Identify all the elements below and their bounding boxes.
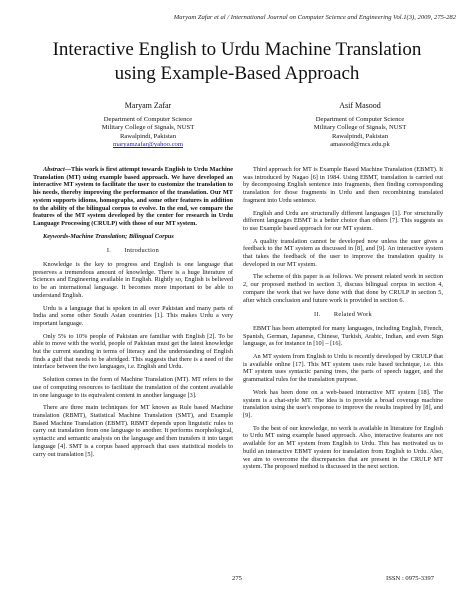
right-column xyxy=(243,166,443,476)
paragraph: Third approach for MT is Example Based Machine Translation (EBMT). It was introduced by Nagao [6] in 1984. Using EBMT, translation is carried out by decomposing English sentence into fragments, then finding corresponding translation for those fragments in Urdu and then recombining translated fragment into Urdu sentence. xyxy=(243,166,443,204)
paragraph: English and Urdu are structurally different languages [1]. For structurally different languages EBMT is a better choice than others [7]. This suggests us to use Example based approach for our MT system. xyxy=(243,209,443,232)
paragraph: Solution comes in the form of Machine Translation (MT). MT refers to the use of computing resources to facilitate the translation of the content available in one language to its equivalent content in another language [3]. xyxy=(33,376,233,399)
author-org: Military College of Signals, NUST xyxy=(313,124,407,132)
author-name: Maryam Zafar xyxy=(124,101,172,110)
paragraph: EBMT has been attempted for many languages, including English, French, Spanish, German, Japanese, Chinese, Turkish, Arabic, Indian, and even Sign language, as for instance in [10] – [16]. xyxy=(243,324,443,348)
author-dept: Department of Computer Science xyxy=(315,115,405,123)
author-dept: Department of Computer Science xyxy=(103,115,193,123)
author-email: amasood@mcs.edu.pk xyxy=(330,141,390,149)
paragraph: Only 5% to 10% people of Pakistan are familiar with English [2]. To be able to move with the world, people of Pakistan must get the latest knowledge but the current standing in terms of literacy and the understanding of English finds a gulf that needs to be abridged. This suggests that there is a need of the interface between the two languages, i.e. English and Urdu. xyxy=(33,332,233,371)
title-line-1: Interactive English to Urdu Machine Translation xyxy=(52,39,422,60)
running-head: Maryam Zafar et al / International Journal on Computer Science and Engineering Vol.1(3), 2009, 275-282 xyxy=(173,14,456,21)
author-block-1 xyxy=(48,102,248,150)
paragraph: Knowledge is the key to progress and English is one language that preserves a tremendous amount of knowledge. There is a huge literature of Sciences and Engineering available in English. Rightly so, English is believed to be an international language. It becomes more important to be able to understand English. xyxy=(33,261,233,299)
keywords: Keywords-Machine Translation; Bilingual Corpus xyxy=(43,232,174,240)
paragraph: Urdu is a language that is spoken in all over Pakistan and many parts of India and some other South Asian countries [1]. This makes Urdu a very important language. xyxy=(33,304,233,327)
author-org: Military College of Signals, NUST xyxy=(101,124,195,132)
author-email-link[interactable]: maryamzafar@yahoo.com xyxy=(113,141,183,149)
section-heading-related-work: II. Related Work xyxy=(314,311,372,319)
issn: ISSN : 0975-3397 xyxy=(386,575,434,582)
abstract-text: —This work is first attempt towards English to Urdu Machine Translation (MT) using example based approach. We have developed an interactive MT system to facilitate the user to customize the translation to his needs, thereby improving the performance of the translation. Our MT system supports idioms, homographs, and some other features in addition to the ability of the bilingual corpus to evolve. In the end, we compare the features of the MT system developed by the center for research in Urdu Language Processing (CRULP) with those of our MT system. xyxy=(33,166,233,227)
paragraph: The scheme of this paper is as follows. We present related work in section 2, our proposed method in section 3, discuss bilingual corpus in section 4, compare the work that we have done with that done by CRULP in section 5, after which conclusion and future work is provided in section 6. xyxy=(243,273,443,304)
page-number: 275 xyxy=(232,575,242,582)
paragraph: An MT system from English to Urdu is recently developed by CRULP that is available online [17]. This MT system uses rule based technique, i.e. this MT system uses syntactic parsing trees, the parts of speech tagger, and the grammatical rules for the translation purpose. xyxy=(243,353,443,384)
author-name: Asif Masood xyxy=(339,101,381,110)
author-city: Rawalpindi, Pakistan xyxy=(331,132,389,140)
left-column xyxy=(33,166,233,463)
author-city: Rawalpindi, Pakistan xyxy=(119,132,177,140)
abstract xyxy=(33,166,233,228)
abstract-label: Abstract xyxy=(43,166,65,173)
paper-title xyxy=(0,38,474,86)
paragraph: There are three main techniques for MT known as Rule based Machine translation (RBMT), Statistical Machine Translation (SMT), and Example Based Machine Translation (EBMT). RBMT depends upon linguistic rules to carry out translation from one language to another. It performs morphological, syntactic and semantic analysis on the language and then transfers it into target language [4]. SMT is a corpus based approach that uses statistical models to carry out translation [5]. xyxy=(33,404,233,458)
paragraph: Work has been done on a web-based interactive MT system [18]. The system is a chat-style MT. The idea is to provide a broad coverage machine translation using the user's response to improve the results inspired by [8], and [9]. xyxy=(243,388,443,419)
paragraph: A quality translation cannot be developed now unless the user gives a feedback to the MT system as discussed in [8], and [9]. An interactive system that takes the feedback of the user to improve the translation quality is developed in our MT system. xyxy=(243,237,443,268)
title-line-2: using Example-Based Approach xyxy=(114,63,360,84)
author-block-2 xyxy=(260,102,460,150)
paragraph: To the best of our knowledge, no work is available in literature for English to Urdu MT using example based approach. Also, interactive features are not available for an MT system from English to Urdu. This has motivated us to build an interactive EBMT system for translation from English to Urdu. Also, we aim to overcome the discrepancies that are present in the CRULP MT system. The proposed method is discussed in the next section. xyxy=(243,424,443,471)
section-heading-introduction: I. Introduction xyxy=(106,247,160,255)
